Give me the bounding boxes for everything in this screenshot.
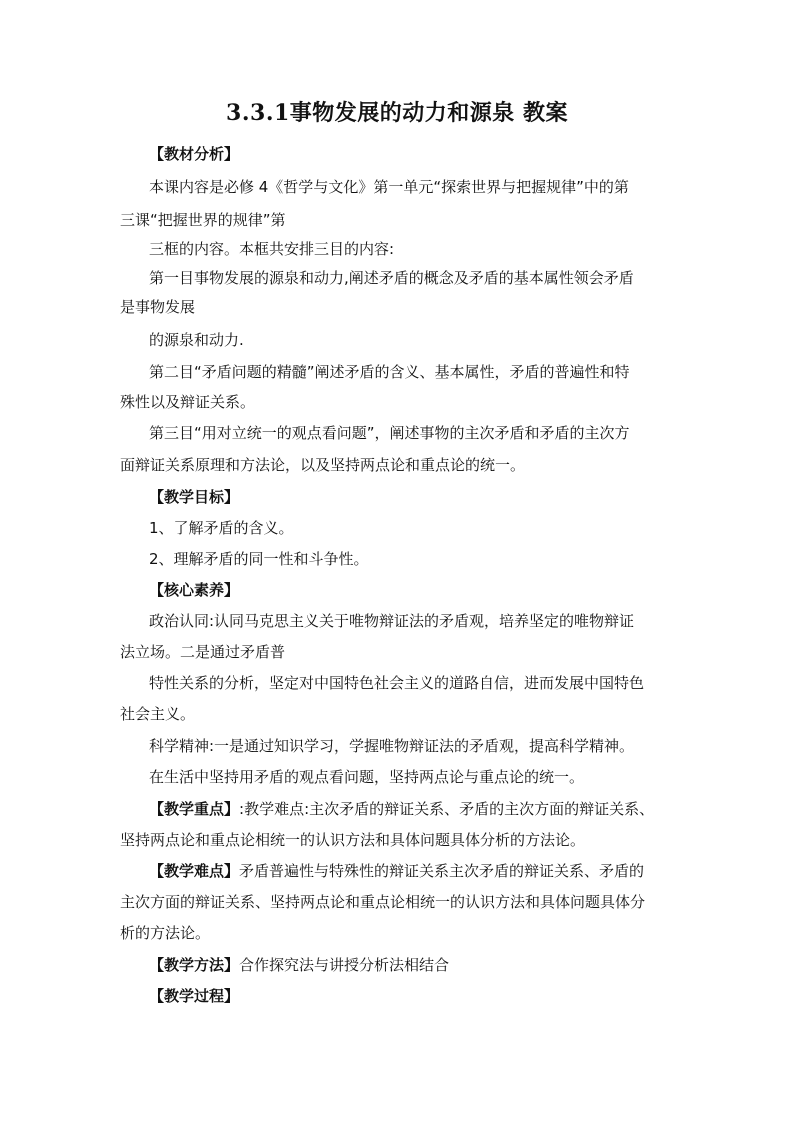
paragraph-line: 政治认同:认同马克思主义关于唯物辩证法的矛盾观，培养坚定的唯物辩证 [149, 612, 635, 630]
paragraph-line: 科学精神:一是通过知识学习，学握唯物辩证法的矛盾观，提高科学精神。 [149, 737, 635, 755]
paragraph-line: 三课“把握世界的规律”第 [120, 211, 286, 229]
paragraph-line: 析的方法论。 [120, 924, 211, 942]
paragraph-line: 是事物发展 [120, 298, 196, 316]
section-heading-process: 【教学过程】 [149, 987, 240, 1005]
key-points-text: :教学难点:主次矛盾的辩证关系、矛盾的主次方面的辩证关系、 [239, 800, 655, 818]
paragraph-line: 特性关系的分析，坚定对中国特色社会主义的道路自信，进而发展中国特色 [149, 674, 645, 692]
difficult-points-label: 【教学难点】 [149, 862, 240, 880]
paragraph-line: 第一目事物发展的源泉和动力,阐述矛盾的概念及矛盾的基本属性领会矛盾 [149, 269, 634, 287]
paragraph-line: 的源泉和动力. [149, 331, 244, 349]
difficult-points-line [149, 861, 644, 881]
difficult-points-text: 矛盾普遍性与特殊性的辩证关系主次矛盾的辩证关系、矛盾的 [239, 862, 645, 880]
method-line [149, 955, 449, 975]
paragraph-line: 面辩证关系原理和方法论，以及坚持两点论和重点论的统一。 [120, 456, 526, 474]
section-heading-goal: 【教学目标】 [149, 488, 240, 506]
paragraph-line: 三框的内容。本框共安排三目的内容: [149, 240, 395, 258]
paragraph-line: 第二目“矛盾问题的精髓”阐述矛盾的含义、基本属性，矛盾的普遍性和特 [149, 363, 630, 381]
paragraph-line: 社会主义。 [120, 705, 196, 723]
key-points-label: 【教学重点】 [149, 800, 240, 818]
key-points-line [149, 799, 654, 819]
section-heading-material: 【教材分析】 [149, 145, 240, 163]
goal-item: 1、了解矛盾的含义。 [149, 519, 294, 537]
paragraph-line: 第三目“用对立统一的观点看问题”，阐述事物的主次矛盾和矛盾的主次方 [149, 424, 630, 442]
paragraph-line: 主次方面的辩证关系、坚持两点论和重点论相统一的认识方法和具体问题具体分 [120, 893, 646, 911]
paragraph-line: 法立场。二是通过矛盾普 [120, 643, 286, 661]
section-heading-core: 【核心素养】 [149, 581, 240, 599]
paragraph-line: 在生活中坚持用矛盾的观点看问题，坚持两点论与重点论的统一。 [149, 768, 585, 786]
paragraph-line: 坚持两点论和重点论相统一的认识方法和具体问题具体分析的方法论。 [120, 831, 586, 849]
paragraph-line: 本课内容是必修 4《哲学与文化》第一单元“探索世界与把握规律”中的第 [149, 178, 629, 196]
method-label: 【教学方法】 [149, 956, 240, 974]
paragraph-line: 殊性以及辩证关系。 [120, 393, 256, 411]
document-title: 3.3.1事物发展的动力和源泉 教案 [226, 100, 568, 126]
goal-item: 2、理解矛盾的同一性和斗争性。 [149, 550, 369, 568]
method-text: 合作探究法与讲授分析法相结合 [239, 956, 450, 974]
